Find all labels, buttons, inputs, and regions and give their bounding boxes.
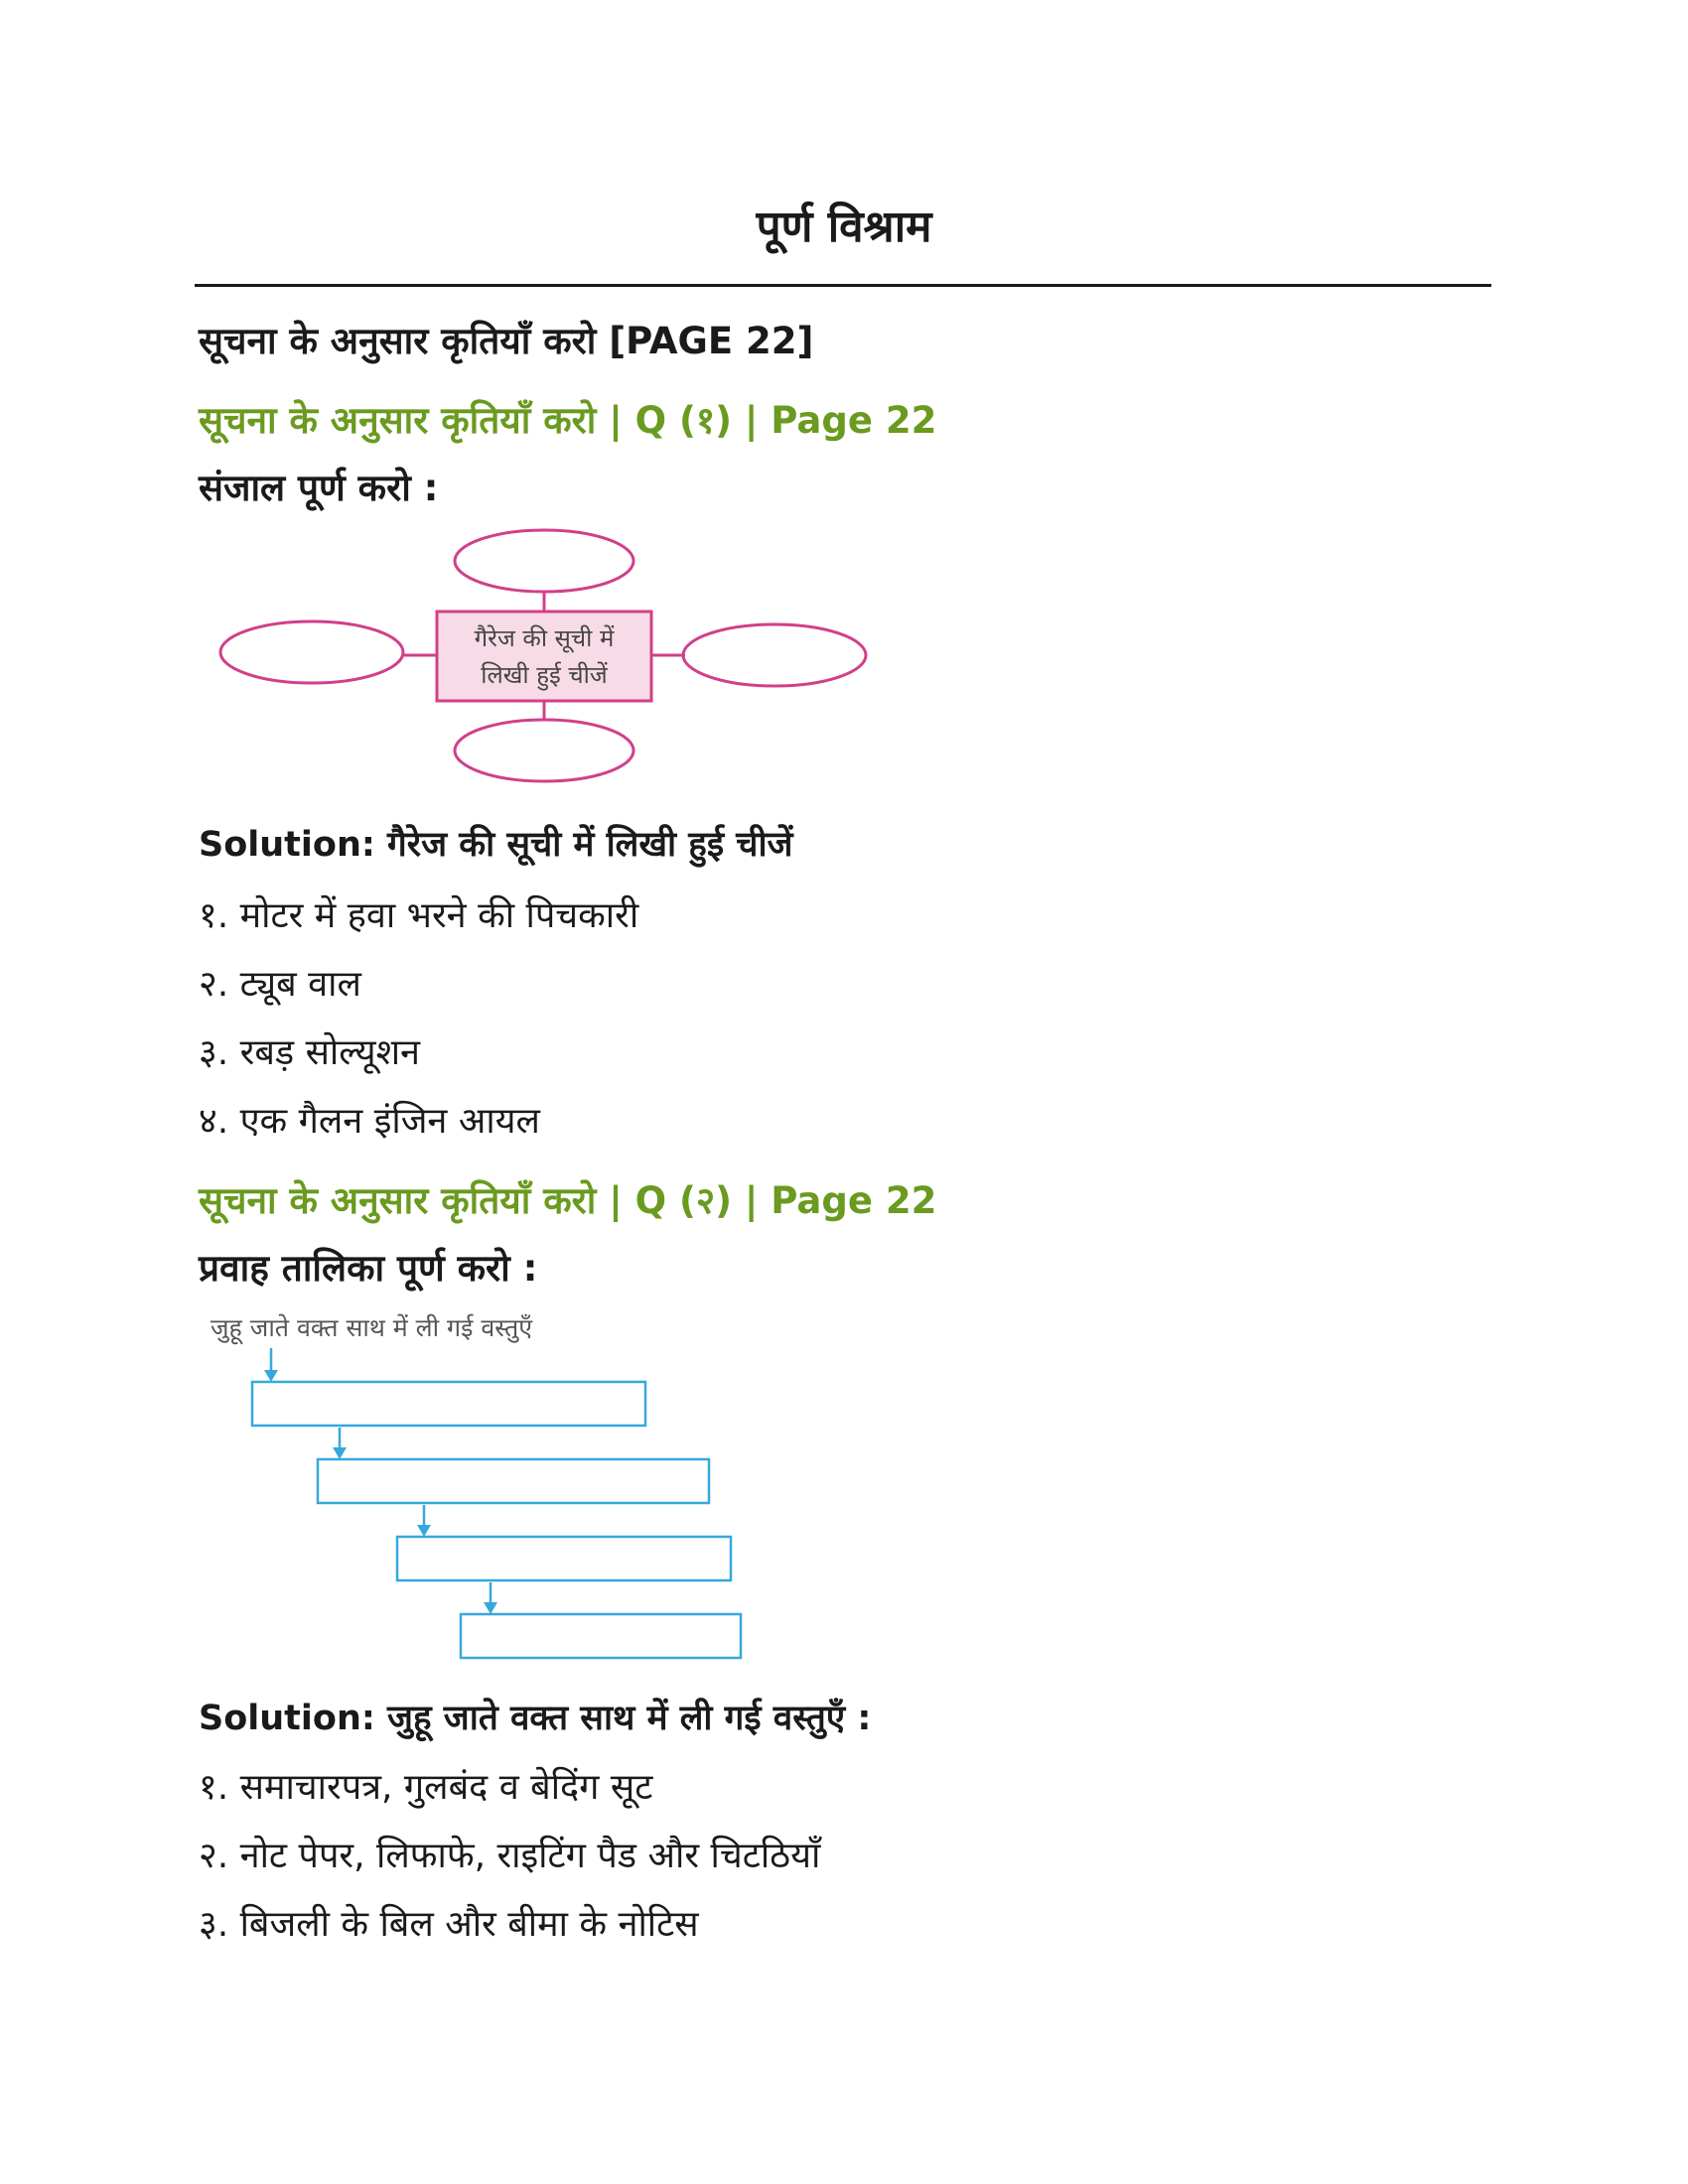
flow-box-2 [318, 1459, 709, 1503]
q2-answer-2: २. नोट पेपर, लिफाफे, राइटिंग पैड और चिटठियाँ [199, 1836, 821, 1876]
web-center-line2: लिखी हुई चीजें [481, 661, 608, 689]
q2-answer-1: १. समाचारपत्र, गुलबंद व बेदिंग सूट [199, 1767, 653, 1808]
q1-solution [199, 820, 793, 867]
flow-chart [211, 1313, 741, 1658]
flow-arrow-head-0 [264, 1370, 278, 1382]
q1-answer-4: ४. एक गैलन इंजिन आयल [199, 1101, 540, 1142]
flow-box-3 [397, 1537, 731, 1580]
q1-instruction: संजाल पूर्ण करो : [199, 467, 439, 509]
web-oval-right [683, 624, 866, 686]
q1-answer-1: १. मोटर में हवा भरने की पिचकारी [199, 895, 639, 936]
page-title: पूर्ण विश्राम [756, 202, 932, 252]
q2-answer-3: ३. बिजली के बिल और बीमा के नोटिस [199, 1904, 699, 1945]
q1-answer-3: ३. रबड़ सोल्यूशन [199, 1032, 421, 1073]
web-center-line1: गैरेज की सूची में [474, 624, 615, 652]
q1-solution-label: Solution: [199, 825, 375, 865]
q2-solution [199, 1694, 871, 1740]
q2-solution-label: Solution: [199, 1699, 375, 1738]
flow-box-4 [461, 1614, 741, 1658]
flow-label: जुहू जाते वक्त साथ में ली गई वस्तुएँ [211, 1313, 533, 1342]
flow-arrow-head-1 [333, 1447, 347, 1459]
flow-arrow-head-3 [484, 1602, 497, 1614]
flow-arrow-head-2 [417, 1525, 431, 1537]
q1-heading: सूचना के अनुसार कृतियाँ करो | Q (१) | Page 22 [199, 399, 937, 442]
q2-heading: सूचना के अनुसार कृतियाँ करो | Q (२) | Page 22 [199, 1179, 937, 1222]
web-oval-bottom [455, 720, 633, 781]
section-heading: सूचना के अनुसार कृतियाँ करो [PAGE 22] [199, 320, 814, 362]
q1-answer-2: २. ट्यूब वाल [199, 964, 361, 1005]
q2-solution-text: जुहू जाते वक्त साथ में ली गई वस्तुएँ : [387, 1699, 872, 1738]
q2-instruction: प्रवाह तालिका पूर्ण करो : [199, 1247, 538, 1290]
q1-solution-text: गैरेज की सूची में लिखी हुई चीजें [387, 825, 793, 865]
web-oval-top [455, 530, 633, 592]
flow-box-1 [252, 1382, 645, 1426]
web-oval-left [220, 621, 403, 683]
